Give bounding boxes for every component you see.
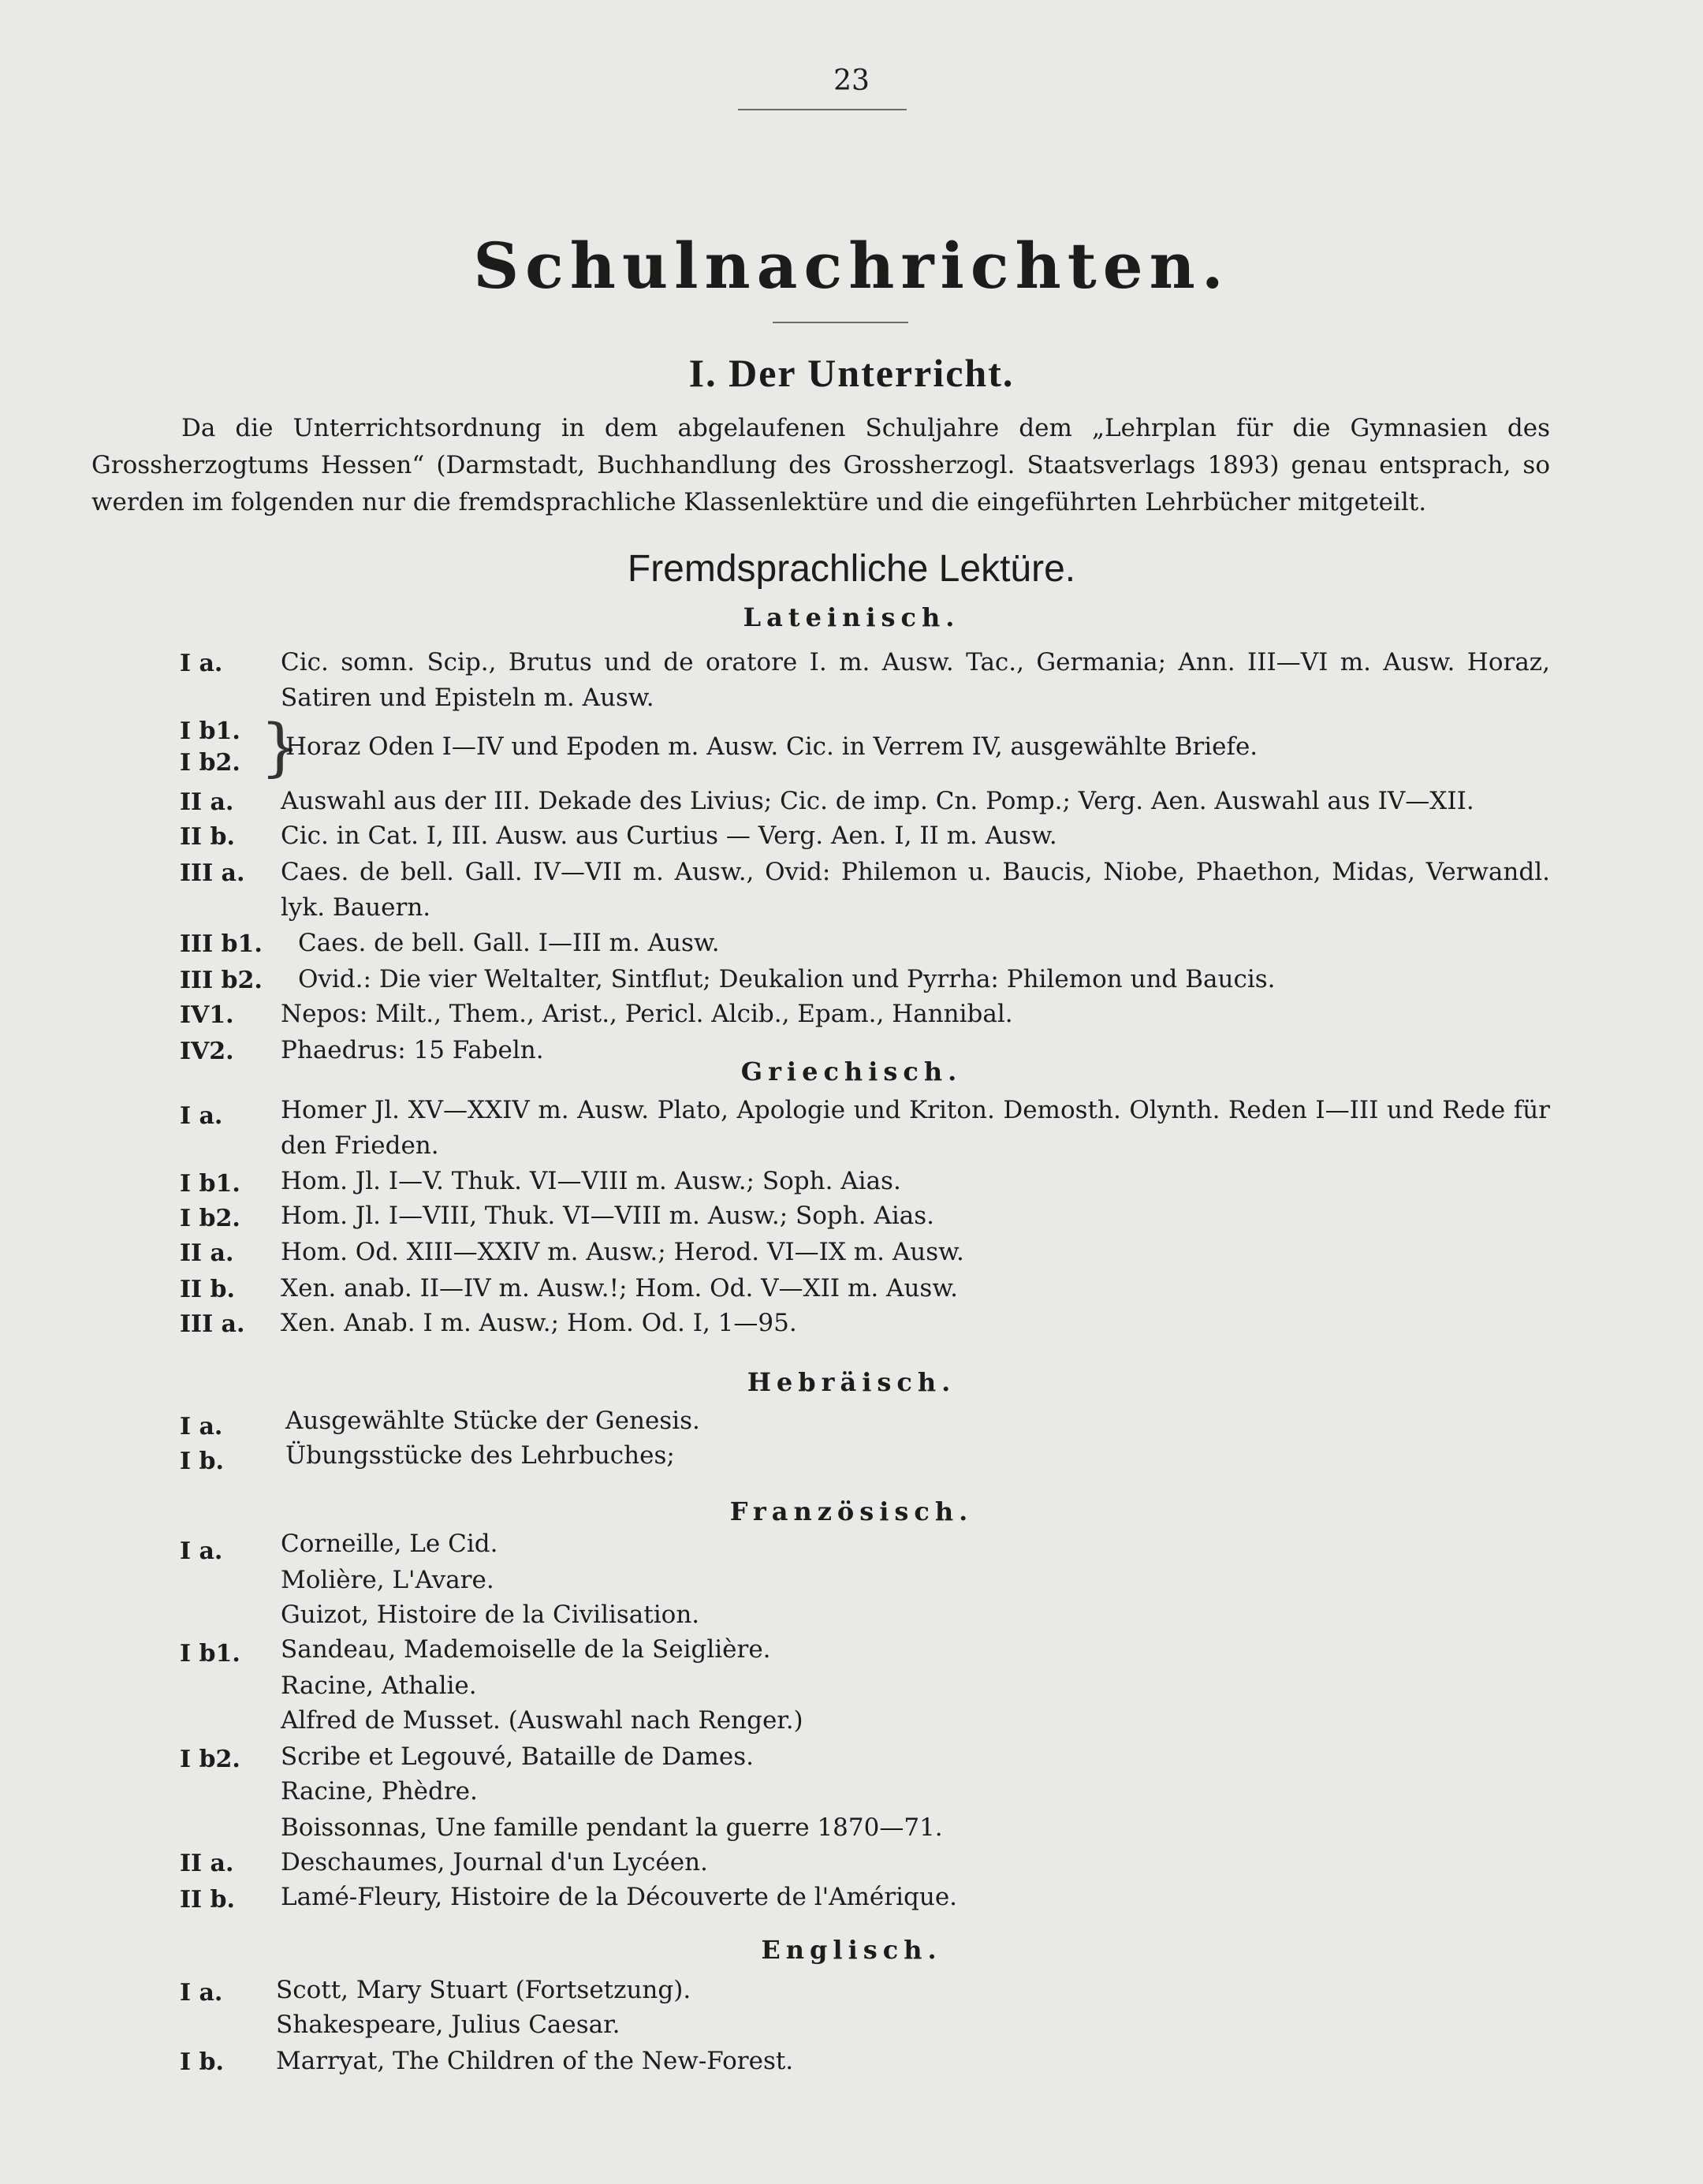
page-number: 23: [833, 65, 870, 97]
greek-text-iia: Hom. Od. XIII—XXIV m. Ausw.; Herod. VI—IX m. Ausw.: [281, 1238, 964, 1266]
hebrew-heading: Hebräisch.: [747, 1367, 956, 1397]
latin-text-ib: Horaz Oden I—IV und Epoden m. Ausw. Cic. in Verrem IV, ausgewählte Briefe.: [285, 732, 1258, 761]
french-label-ia: I a.: [180, 1537, 223, 1565]
french-text-ia-3: Guizot, Histoire de la Civilisation.: [281, 1601, 700, 1629]
english-label-ia: I a.: [180, 1979, 223, 2007]
french-text-ib1-3: Alfred de Musset. (Auswahl nach Renger.): [281, 1706, 803, 1735]
french-text-ib1-2: Racine, Athalie.: [281, 1672, 477, 1700]
greek-text-iiia: Xen. Anab. I m. Ausw.; Hom. Od. I, 1—95.: [281, 1309, 797, 1337]
english-text-ia-1: Scott, Mary Stuart (Fortsetzung).: [276, 1976, 691, 2004]
latin-label-ia: I a.: [180, 650, 223, 677]
greek-text-ia: Homer Jl. XV—XXIV m. Ausw. Plato, Apologie und Kriton. Demosth. Olynth. Reden I—III und Rede für den Frieden.: [281, 1096, 1550, 1160]
latin-label-iib: II b.: [180, 823, 235, 851]
hebrew-label-ia: I a.: [180, 1413, 223, 1440]
english-heading: Englisch.: [761, 1935, 942, 1965]
greek-label-ia: I a.: [180, 1102, 223, 1130]
section-heading: I. Der Unterricht.: [688, 351, 1015, 395]
latin-label-iiib1: III b1.: [180, 930, 263, 958]
title-rule: [773, 322, 908, 323]
french-label-ib1: I b1.: [180, 1640, 240, 1668]
hebrew-text-ia: Ausgewählte Stücke der Genesis.: [285, 1407, 700, 1435]
latin-text-iia: Auswahl aus der III. Dekade des Livius; Cic. de imp. Cn. Pomp.; Verg. Aen. Auswahl aus IV—XII.: [281, 787, 1474, 815]
latin-text-iv2: Phaedrus: 15 Fabeln.: [281, 1036, 544, 1064]
latin-text-iv1: Nepos: Milt., Them., Arist., Pericl. Alcib., Epam., Hannibal.: [281, 1000, 1013, 1028]
latin-label-iia: II a.: [180, 788, 234, 816]
french-heading: Französisch.: [729, 1496, 974, 1526]
latin-text-ia: Cic. somn. Scip., Brutus und de oratore I. m. Ausw. Tac., Germania; Ann. III—VI m. Ausw. Horaz, Satiren und Episteln m. Ausw.: [281, 648, 1550, 712]
latin-label-iiib2: III b2.: [180, 967, 263, 994]
latin-label-iv2: IV2.: [180, 1038, 234, 1065]
hebrew-label-ib: I b.: [180, 1448, 224, 1475]
intro-text: Da die Unterrichtsordnung in dem abgelaufenen Schuljahre dem „Lehrplan für die Gymnasien des Grossherzogtums Hessen“ (Darmstadt, Buchhandlung des Grossherzogl. Staatsverlags 1893) genau entsprach, so werden im folgenden nur die fremdsprachliche Klassenlektüre und die eingeführten Lehrbücher mitgeteilt.: [91, 414, 1550, 516]
english-text-ib: Marryat, The Children of the New-Forest.: [276, 2047, 794, 2075]
latin-label-ib2: I b2.: [180, 749, 240, 777]
french-text-ia-2: Molière, L'Avare.: [281, 1566, 494, 1594]
lekture-heading: Fremdsprachliche Lektüre.: [627, 548, 1076, 590]
intro-paragraph: [91, 410, 1550, 521]
french-label-iia: II a.: [180, 1850, 234, 1877]
greek-text-ib2: Hom. Jl. I—VIII, Thuk. VI—VIII m. Ausw.; Soph. Aias.: [281, 1202, 934, 1230]
french-text-ib2-2: Racine, Phèdre.: [281, 1777, 478, 1806]
french-text-iib: Lamé-Fleury, Histoire de la Découverte de l'Amérique.: [281, 1883, 958, 1911]
french-text-ia-1: Corneille, Le Cid.: [281, 1530, 498, 1558]
brace-ib: }: [260, 710, 300, 784]
french-text-ib2-1: Scribe et Legouvé, Bataille de Dames.: [281, 1742, 755, 1771]
greek-label-iib: II b.: [180, 1276, 235, 1303]
header-rule: [738, 109, 907, 110]
page-title: Schulnachrichten.: [473, 229, 1230, 303]
french-text-ib1-1: Sandeau, Mademoiselle de la Seiglière.: [281, 1635, 771, 1664]
latin-label-ib1: I b1.: [180, 717, 240, 745]
latin-text-iiia: Caes. de bell. Gall. IV—VII m. Ausw., Ovid: Philemon u. Baucis, Niobe, Phaethon, Midas, Verwandl. lyk. Bauern.: [281, 858, 1550, 922]
greek-text-iib: Xen. anab. II—IV m. Ausw.!; Hom. Od. V—XII m. Ausw.: [281, 1274, 959, 1303]
greek-label-ib1: I b1.: [180, 1170, 240, 1198]
latin-heading: Lateinisch.: [743, 602, 960, 632]
french-label-iib: II b.: [180, 1886, 235, 1914]
english-text-ia-2: Shakespeare, Julius Caesar.: [276, 2011, 620, 2039]
french-text-ib2-3: Boissonnas, Une famille pendant la guerre 1870—71.: [281, 1813, 943, 1842]
english-label-ib: I b.: [180, 2048, 224, 2076]
greek-text-ib1: Hom. Jl. I—V. Thuk. VI—VIII m. Ausw.; Soph. Aias.: [281, 1167, 901, 1195]
latin-text-iiib1: Caes. de bell. Gall. I—III m. Ausw.: [298, 929, 720, 957]
greek-label-ib2: I b2.: [180, 1205, 240, 1232]
greek-heading: Griechisch.: [740, 1057, 963, 1086]
hebrew-text-ib: Übungsstücke des Lehrbuches;: [285, 1441, 675, 1470]
greek-label-iiia: III a.: [180, 1310, 245, 1338]
french-label-ib2: I b2.: [180, 1746, 240, 1773]
greek-label-iia: II a.: [180, 1239, 234, 1267]
latin-text-iib: Cic. in Cat. I, III. Ausw. aus Curtius — Verg. Aen. I, II m. Ausw.: [281, 822, 1057, 850]
latin-label-iv1: IV1.: [180, 1001, 234, 1029]
french-text-iia: Deschaumes, Journal d'un Lycéen.: [281, 1848, 708, 1877]
latin-text-iiib2: Ovid.: Die vier Weltalter, Sintflut; Deukalion und Pyrrha: Philemon und Baucis.: [298, 965, 1276, 993]
latin-label-iiia: III a.: [180, 859, 245, 887]
